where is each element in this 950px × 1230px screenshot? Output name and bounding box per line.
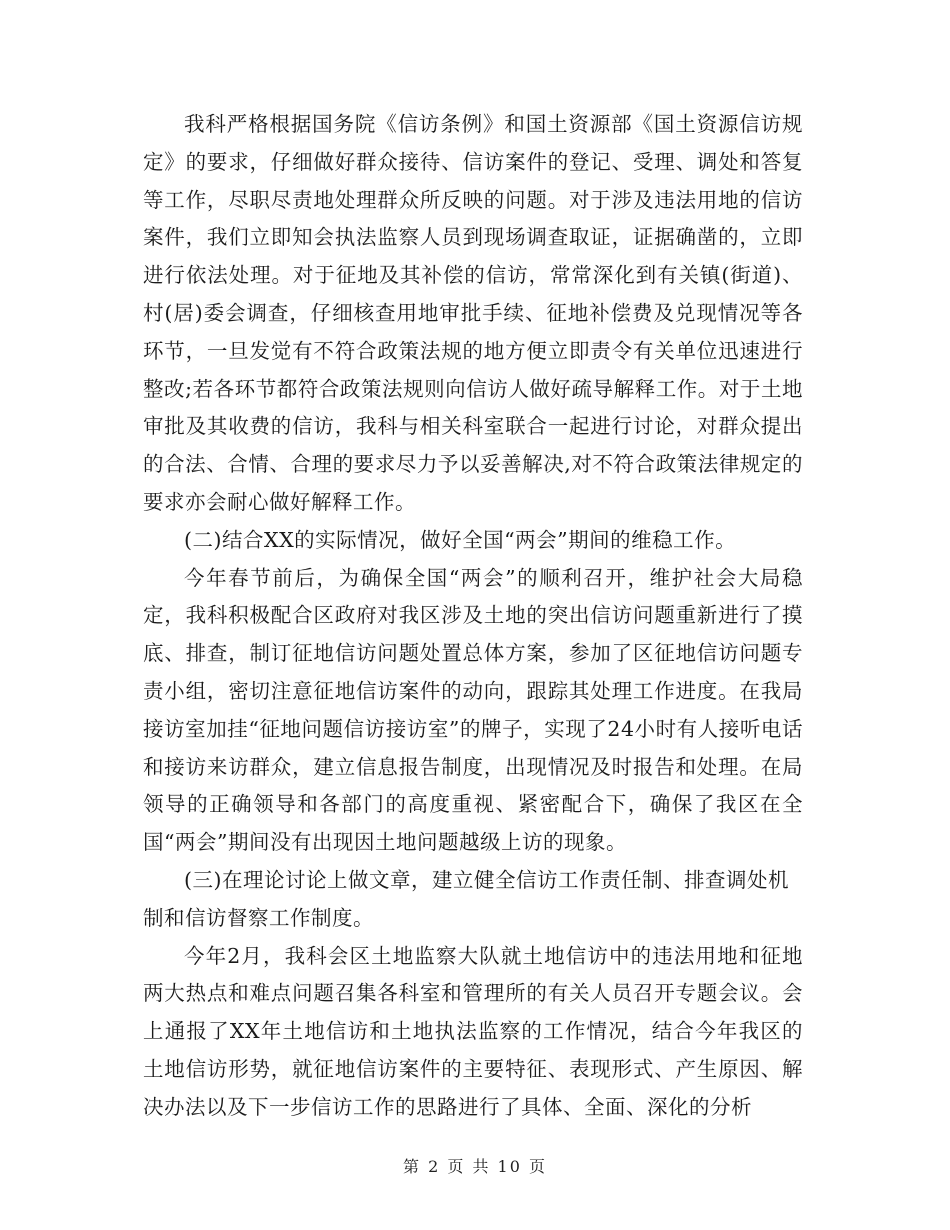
page-number: 第 2 页 共 10 页 xyxy=(403,1157,547,1176)
section-heading: (二)结合XX的实际情况，做好全国“两会”期间的维稳工作。 xyxy=(184,527,737,552)
body-paragraph: 我科严格根据国务院《信访条例》和国土资源部《国土资源信访规定》的要求，仔细做好群众接待、信访案件的登记、受理、调处和答复等工作，尽职尽责地处理群众所反映的问题。对于涉及违法用地的信访案件，我们立即知会执法监察人员到现场调查取证，证据确凿的，立即进行依法处理。对于征地及其补偿的信访，常常深化到有关镇(街道)、村(居)委会调查，仔细核查用地审批手续、征地补偿费及兑现情况等各环节，一旦发觉有不符合政策法规的地方便立即责令有关单位迅速进行整改;若各环节都符合政策法规则向信访人做好疏导解释工作。对于土地审批及其收费的信访，我科与相关科室联合一起进行讨论，对群众提出的合法、合情、合理的要求尽力予以妥善解决,对不符合政策法律规定的要求亦会耐心做好解释工作。 xyxy=(143,112,803,514)
section-heading: (三)在理论讨论上做文章，建立健全信访工作责任制、排查调处机制和信访督察工作制度。 xyxy=(143,867,789,930)
body-paragraph: 今年春节前后，为确保全国“两会”的顺利召开，维护社会大局稳定，我科积极配合区政府对我区涉及土地的突出信访问题重新进行了摸底、排查，制订征地信访问题处置总体方案，参加了区征地信访问题专责小组，密切注意征地信访案件的动向，跟踪其处理工作进度。在我局接访室加挂“征地问题信访接访室”的牌子，实现了24小时有人接听电话和接访来访群众，建立信息报告制度，出现情况及时报告和处理。在局领导的正确领导和各部门的高度重视、紧密配合下，确保了我区在全国“两会”期间没有出现因土地问题越级上访的现象。 xyxy=(143,565,803,855)
document-body xyxy=(143,106,803,1127)
body-paragraph: 今年2月，我科会区土地监察大队就土地信访中的违法用地和征地两大热点和难点问题召集各科室和管理所的有关人员召开专题会议。会上通报了XX年土地信访和土地执法监察的工作情况，结合今年我区的土地信访形势，就征地信访案件的主要特征、表现形式、产生原因、解决办法以及下一步信访工作的思路进行了具体、全面、深化的分析 xyxy=(143,943,803,1119)
